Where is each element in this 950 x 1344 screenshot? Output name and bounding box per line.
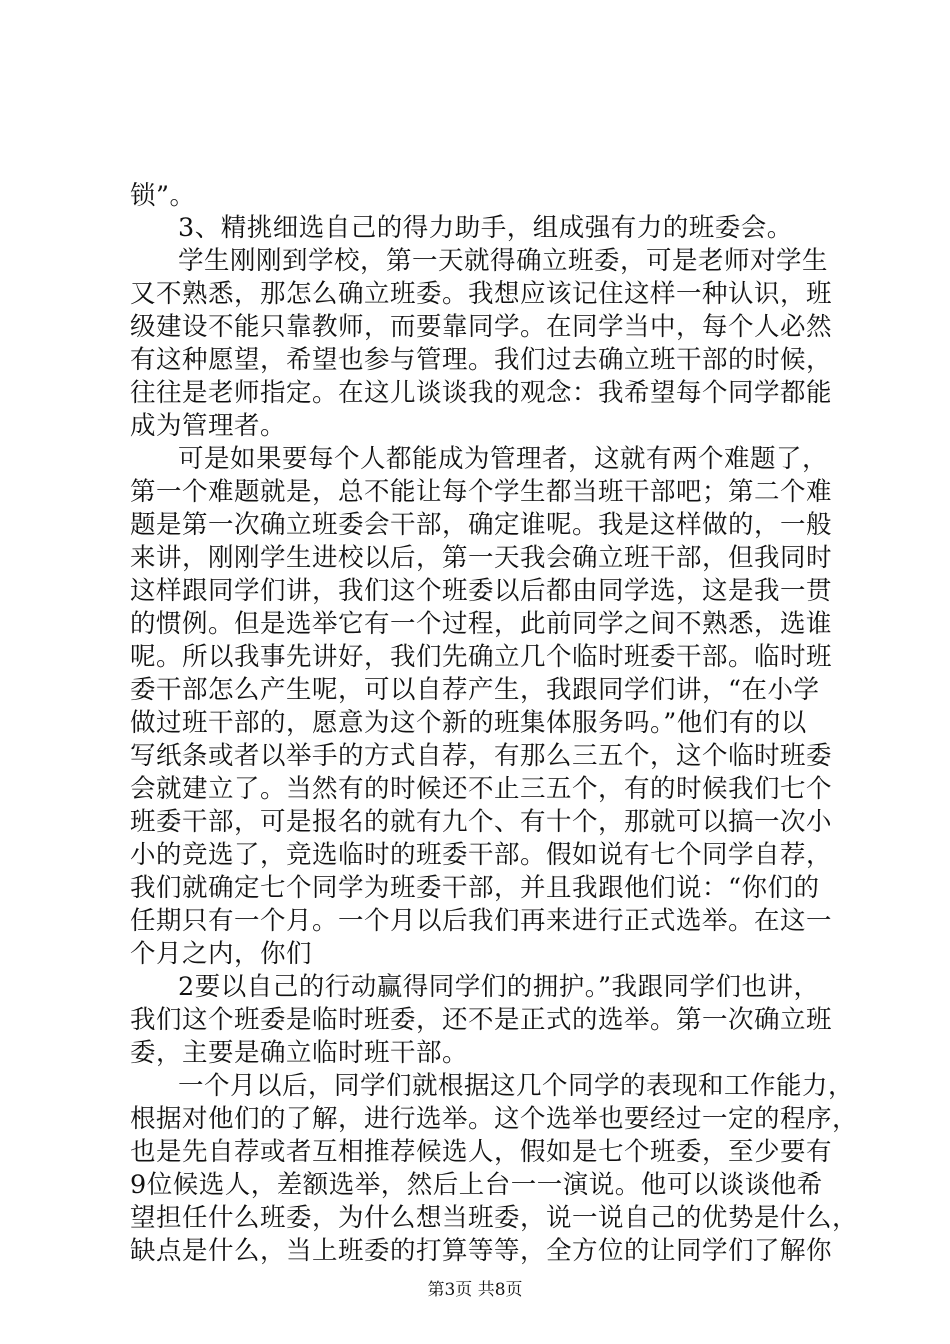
section-heading: 3、精挑细选自己的得力助手，组成强有力的班委会。 [178, 213, 793, 243]
text-line: 可是如果要每个人都能成为管理者，这就有两个难题了， [178, 444, 829, 474]
text-line: 第一个难题就是，总不能让每个学生都当班干部吧；第二个难 [130, 477, 833, 507]
text-line: 做过班干部的，愿意为这个新的班集体服务吗。”他们有的以 [130, 708, 807, 738]
text-line: 望担任什么班委，为什么想当班委，说一说自己的优势是什么， [130, 1203, 859, 1233]
text-line: 会就建立了。当然有的时候还不止三五个，有的时候我们七个 [130, 774, 833, 804]
text-line: 成为管理者。 [130, 411, 287, 441]
text-line: 我们这个班委是临时班委，还不是正式的选举。第一次确立班 [130, 1005, 833, 1035]
text-line: 这样跟同学们讲，我们这个班委以后都由同学选，这是我一贯 [130, 576, 833, 606]
text-line: 一个月以后，同学们就根据这几个同学的表现和工作能力， [178, 1071, 855, 1101]
text-line: 委，主要是确立临时班干部。 [130, 1038, 469, 1068]
text-line: 写纸条或者以举手的方式自荐，有那么三五个，这个临时班委 [130, 741, 833, 771]
text-line: 任期只有一个月。一个月以后我们再来进行正式选举。在这一 [130, 906, 833, 936]
text-line: 9位候选人，差额选举，然后上台一一演说。他可以谈谈他希 [130, 1170, 823, 1200]
text-line: 缺点是什么，当上班委的打算等等，全方位的让同学们了解你 [130, 1236, 833, 1266]
text-line: 题是第一次确立班委会干部，确定谁呢。我是这样做的，一般 [130, 510, 833, 540]
page-footer: 第3页 共8页 [427, 1280, 523, 1300]
text-line: 委干部怎么产生呢，可以自荐产生，我跟同学们讲，“在小学 [130, 675, 820, 705]
text-line: 班委干部，可是报名的就有九个、有十个，那就可以搞一次小 [130, 807, 833, 837]
text-line: 往往是老师指定。在这儿谈谈我的观念：我希望每个同学都能 [130, 378, 833, 408]
text-line: 来讲，刚刚学生进校以后，第一天我会确立班干部，但我同时 [130, 543, 833, 573]
text-line: 的惯例。但是选举它有一个过程，此前同学之间不熟悉，选谁 [130, 609, 833, 639]
text-line: 呢。所以我事先讲好，我们先确立几个临时班委干部。临时班 [130, 642, 833, 672]
text-line: 又不熟悉，那怎么确立班委。我想应该记住这样一种认识，班 [130, 279, 833, 309]
text-line: 根据对他们的了解，进行选举。这个选举也要经过一定的程序， [130, 1104, 859, 1134]
text-line: 锁”。 [130, 181, 196, 211]
text-line: 个月之内，你们 [130, 939, 313, 969]
text-line: 学生刚刚到学校，第一天就得确立班委，可是老师对学生 [178, 246, 829, 276]
text-line: 小的竞选了，竞选临时的班委干部。假如说有七个同学自荐， [130, 840, 833, 870]
text-line: 有这种愿望，希望也参与管理。我们过去确立班干部的时候， [130, 345, 833, 375]
text-line: 级建设不能只靠教师，而要靠同学。在同学当中，每个人必然 [130, 312, 833, 342]
text-line: 也是先自荐或者互相推荐候选人，假如是七个班委，至少要有 [130, 1137, 833, 1167]
text-line: 我们就确定七个同学为班委干部，并且我跟他们说：“你们的 [130, 873, 820, 903]
text-line: 2要以自己的行动赢得同学们的拥护。”我跟同学们也讲， [178, 972, 820, 1002]
